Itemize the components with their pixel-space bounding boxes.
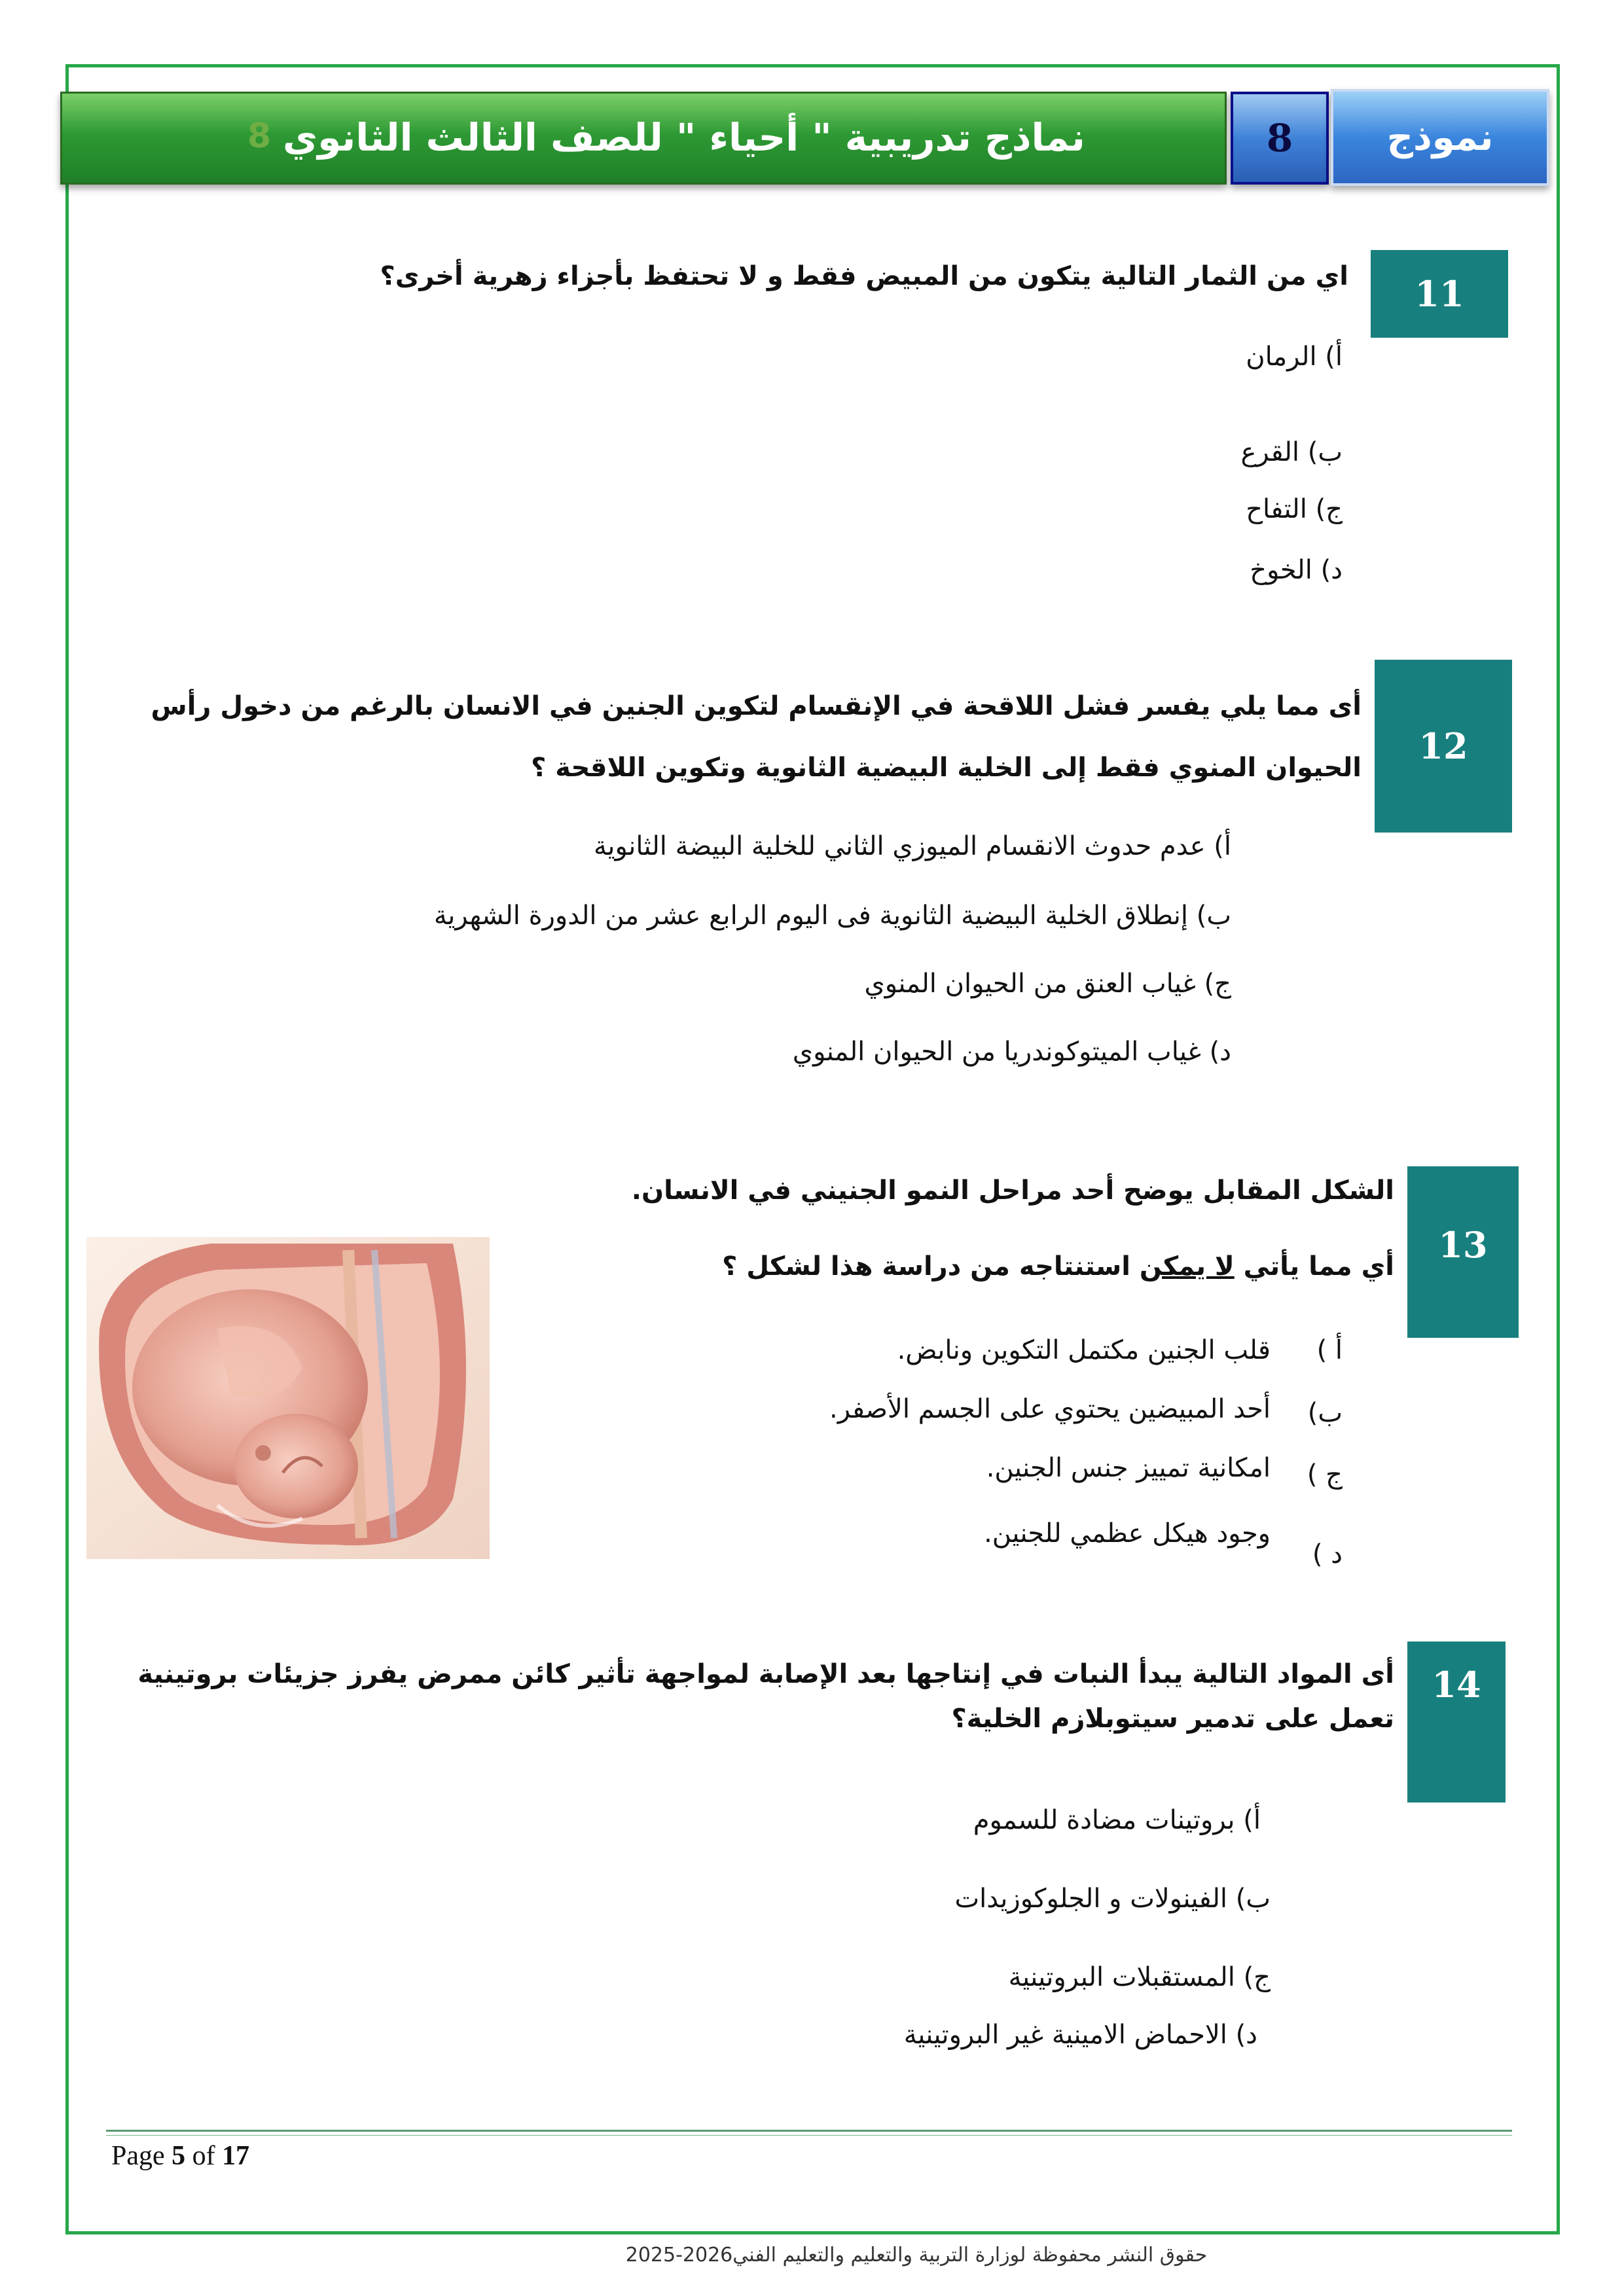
header-title: نماذج تدريبية " أحياء " للصف الثالث الثانوي	[283, 115, 1085, 160]
copyright-notice: حقوق النشر محفوظة لوزارة التربية والتعليم والتعليم الفني2026-2025	[625, 2244, 1208, 2267]
question-14-option-c: ج) المستقبلات البروتينية	[1008, 1962, 1271, 1992]
page-current: 5	[171, 2141, 186, 2171]
question-12-line-1: أى مما يلي يفسر فشل اللاقحة في الإنقسام لتكوين الجنين في الانسان بالرغم من دخول رأس	[151, 691, 1362, 721]
question-11-text: اي من الثمار التالية يتكون من المبيض فقط و لا تحتفظ بأجزاء زهرية أخرى؟	[380, 261, 1348, 291]
question-13-option-d: وجود هيكل عظمي للجنين.	[984, 1518, 1271, 1549]
page-number	[111, 2140, 249, 2172]
question-number-14	[1407, 1641, 1506, 1803]
question-14-option-a: أ) بروتينات مضادة للسموم	[973, 1805, 1261, 1835]
question-12-option-c: ج) غياب العنق من الحيوان المنوي	[864, 969, 1231, 999]
question-13-option-c: امكانية تمييز جنس الجنين.	[986, 1453, 1271, 1483]
question-12-option-d: د) غياب الميتوكوندريا من الحيوان المنوي	[792, 1037, 1231, 1067]
question-13-line-1: الشكل المقابل يوضح أحد مراحل النمو الجنيني في الانسان.	[631, 1175, 1394, 1206]
question-number-13	[1407, 1166, 1519, 1338]
footer-rule-thin	[106, 2135, 1512, 2136]
question-13-option-letter-c: ج )	[1307, 1460, 1343, 1490]
question-13-line-2-start: أي مما يأتي	[1234, 1251, 1394, 1282]
question-number-11	[1371, 250, 1508, 338]
header-faint-mark: 8	[247, 117, 272, 156]
page-total: 17	[222, 2141, 250, 2171]
question-13-option-letter-b: ب)	[1307, 1398, 1343, 1428]
model-number-badge: 8	[1231, 92, 1329, 185]
question-number-12	[1375, 660, 1512, 833]
question-11-option-c: ج) التفاح	[1246, 494, 1343, 524]
question-number-text: 14	[1432, 1664, 1481, 1706]
question-13-option-letter-d: د )	[1312, 1539, 1343, 1570]
question-13-option-a: قلب الجنين مكتمل التكوين ونابض.	[897, 1335, 1271, 1365]
question-number-text: 12	[1418, 725, 1468, 767]
question-number-text: 13	[1438, 1224, 1488, 1266]
question-13-line-2-end: استنتاجه من دراسة هذا لشكل ؟	[722, 1251, 1140, 1282]
model-label-badge: نموذج	[1331, 89, 1549, 186]
fetus-in-uterus-illustration	[86, 1237, 490, 1559]
question-13-underlined-phrase: لا يمكن	[1139, 1251, 1235, 1282]
question-14-line-2: تعمل على تدمير سيتوبلازم الخلية؟	[951, 1704, 1394, 1734]
footer-rule	[106, 2130, 1512, 2132]
page-word: Page	[111, 2141, 165, 2171]
question-12-option-a: أ) عدم حدوث الانقسام الميوزي الثاني للخلية البيضة الثانوية	[593, 831, 1231, 861]
question-13-option-b: أحد المبيضين يحتوي على الجسم الأصفر.	[829, 1394, 1271, 1424]
page-of: of	[192, 2141, 215, 2171]
question-12-line-2: الحيوان المنوي فقط إلى الخلية البيضية الثانوية وتكوين اللاقحة ؟	[531, 753, 1362, 783]
question-11-option-b: ب) القرع	[1240, 437, 1343, 467]
question-12-option-b: ب) إنطلاق الخلية البيضية الثانوية فى اليوم الرابع عشر من الدورة الشهرية	[433, 901, 1231, 931]
question-14-option-d: د) الاحماض الامينية غير البروتينية	[903, 2020, 1257, 2050]
question-11-option-d: د) الخوخ	[1250, 555, 1343, 585]
question-13-option-letter-a: أ )	[1316, 1335, 1343, 1365]
question-14-line-1: أى المواد التالية يبدأ النبات في إنتاجها بعد الإصابة لمواجهة تأثير كائن ممرض يفرز جزيئات بروتينية	[137, 1659, 1394, 1689]
question-14-option-b: ب) الفينولات و الجلوكوزيدات	[954, 1884, 1271, 1914]
question-number-text: 11	[1415, 273, 1464, 315]
question-11-option-a: أ) الرمان	[1246, 342, 1343, 372]
question-13-line-2	[458, 1238, 1394, 1295]
page-frame	[65, 64, 1560, 2234]
